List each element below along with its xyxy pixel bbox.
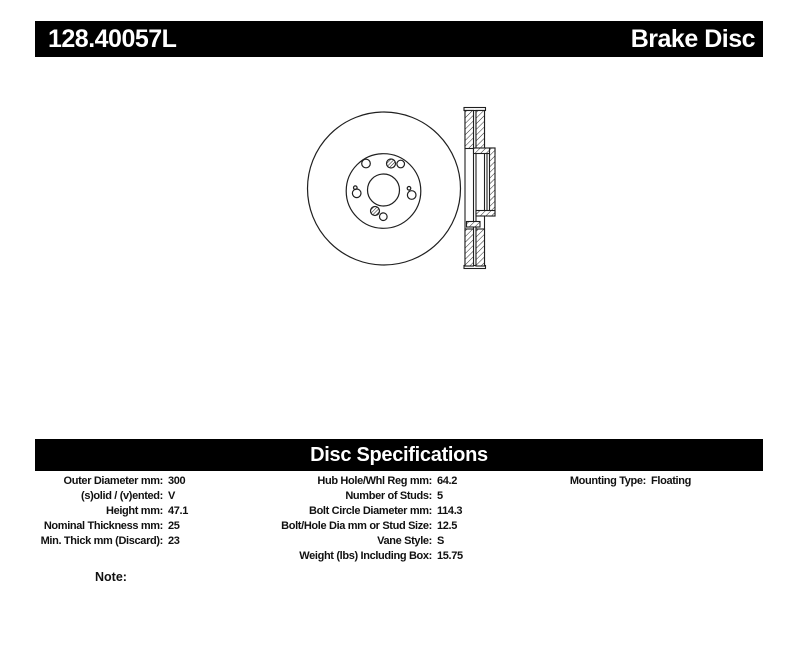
disc-center-hole-circle	[368, 174, 400, 206]
spec-row-mounting-type	[556, 474, 691, 489]
spec-column-middle	[280, 474, 463, 564]
disc-outer-edge-circle	[308, 112, 461, 265]
spec-value: 5	[437, 490, 443, 502]
note-label: Note:	[95, 570, 127, 584]
spec-row-min-thickness	[35, 534, 188, 549]
stud-hole	[362, 159, 371, 168]
spec-label: Weight (lbs) Including Box:	[299, 550, 432, 562]
spec-row-nominal-thickness	[35, 519, 188, 534]
friction-band-bottom	[476, 229, 485, 266]
spec-label: Bolt Circle Diameter mm:	[308, 505, 432, 517]
friction-band-bottom	[465, 229, 474, 266]
spec-value: 12.5	[437, 520, 458, 532]
countersunk-screw-hole	[371, 207, 380, 216]
brake-disc-cross-section	[464, 108, 495, 269]
hat-right-wall	[490, 148, 496, 216]
spec-value: 23	[168, 535, 180, 547]
part-number: 128.40057L	[48, 24, 177, 53]
spec-column-left	[35, 474, 188, 549]
disc-specifications-bar	[35, 439, 763, 471]
spec-label: Outer Diameter mm:	[63, 475, 163, 487]
spec-label: Height mm:	[105, 505, 163, 517]
spec-value: 300	[168, 475, 186, 487]
spec-row-number-of-studs	[280, 489, 463, 504]
spec-row-hub-hole	[280, 474, 463, 489]
spec-row-weight	[280, 549, 463, 564]
stud-hole	[397, 160, 405, 168]
spec-value: 15.75	[437, 550, 463, 562]
brake-disc-front-view	[308, 112, 461, 265]
spec-label: Bolt/Hole Dia mm or Stud Size:	[281, 520, 432, 532]
spec-row-height	[35, 504, 188, 519]
stud-hole	[380, 213, 388, 221]
balance-hole	[407, 187, 411, 191]
product-type-title: Brake Disc	[630, 24, 755, 53]
balance-hole	[354, 186, 358, 190]
spec-row-outer-diameter	[35, 474, 188, 489]
spec-label: Min. Thick mm (Discard):	[40, 535, 163, 547]
spec-value: 25	[168, 520, 180, 532]
disc-specifications-title: Disc Specifications	[310, 443, 488, 466]
spec-label: (s)olid / (v)ented:	[81, 490, 163, 502]
hat-step	[467, 222, 481, 228]
spec-column-right	[556, 474, 691, 489]
spec-label: Number of Studs:	[345, 490, 432, 502]
friction-band-top	[476, 111, 485, 149]
spec-label: Vane Style:	[377, 535, 432, 547]
spec-value: 64.2	[437, 475, 458, 487]
spec-row-vane-style	[280, 534, 463, 549]
hat-bottom-flange	[476, 211, 495, 217]
stud-hole	[407, 191, 416, 200]
spec-row-bolt-circle-diameter	[280, 504, 463, 519]
spec-label: Mounting Type:	[569, 475, 646, 487]
friction-band-top	[465, 111, 474, 149]
spec-value: Floating	[651, 475, 691, 487]
countersunk-screw-hole	[387, 159, 396, 168]
spec-value: V	[168, 490, 175, 502]
spec-value: 114.3	[437, 505, 463, 517]
stud-hole	[352, 189, 361, 198]
spec-row-bolt-hole-dia	[280, 519, 463, 534]
spec-value: 47.1	[168, 505, 189, 517]
spec-row-solid-vented	[35, 489, 188, 504]
spec-value: S	[437, 535, 444, 547]
spec-label: Nominal Thickness mm:	[43, 520, 163, 532]
spec-label: Hub Hole/Whl Reg mm:	[317, 475, 432, 487]
